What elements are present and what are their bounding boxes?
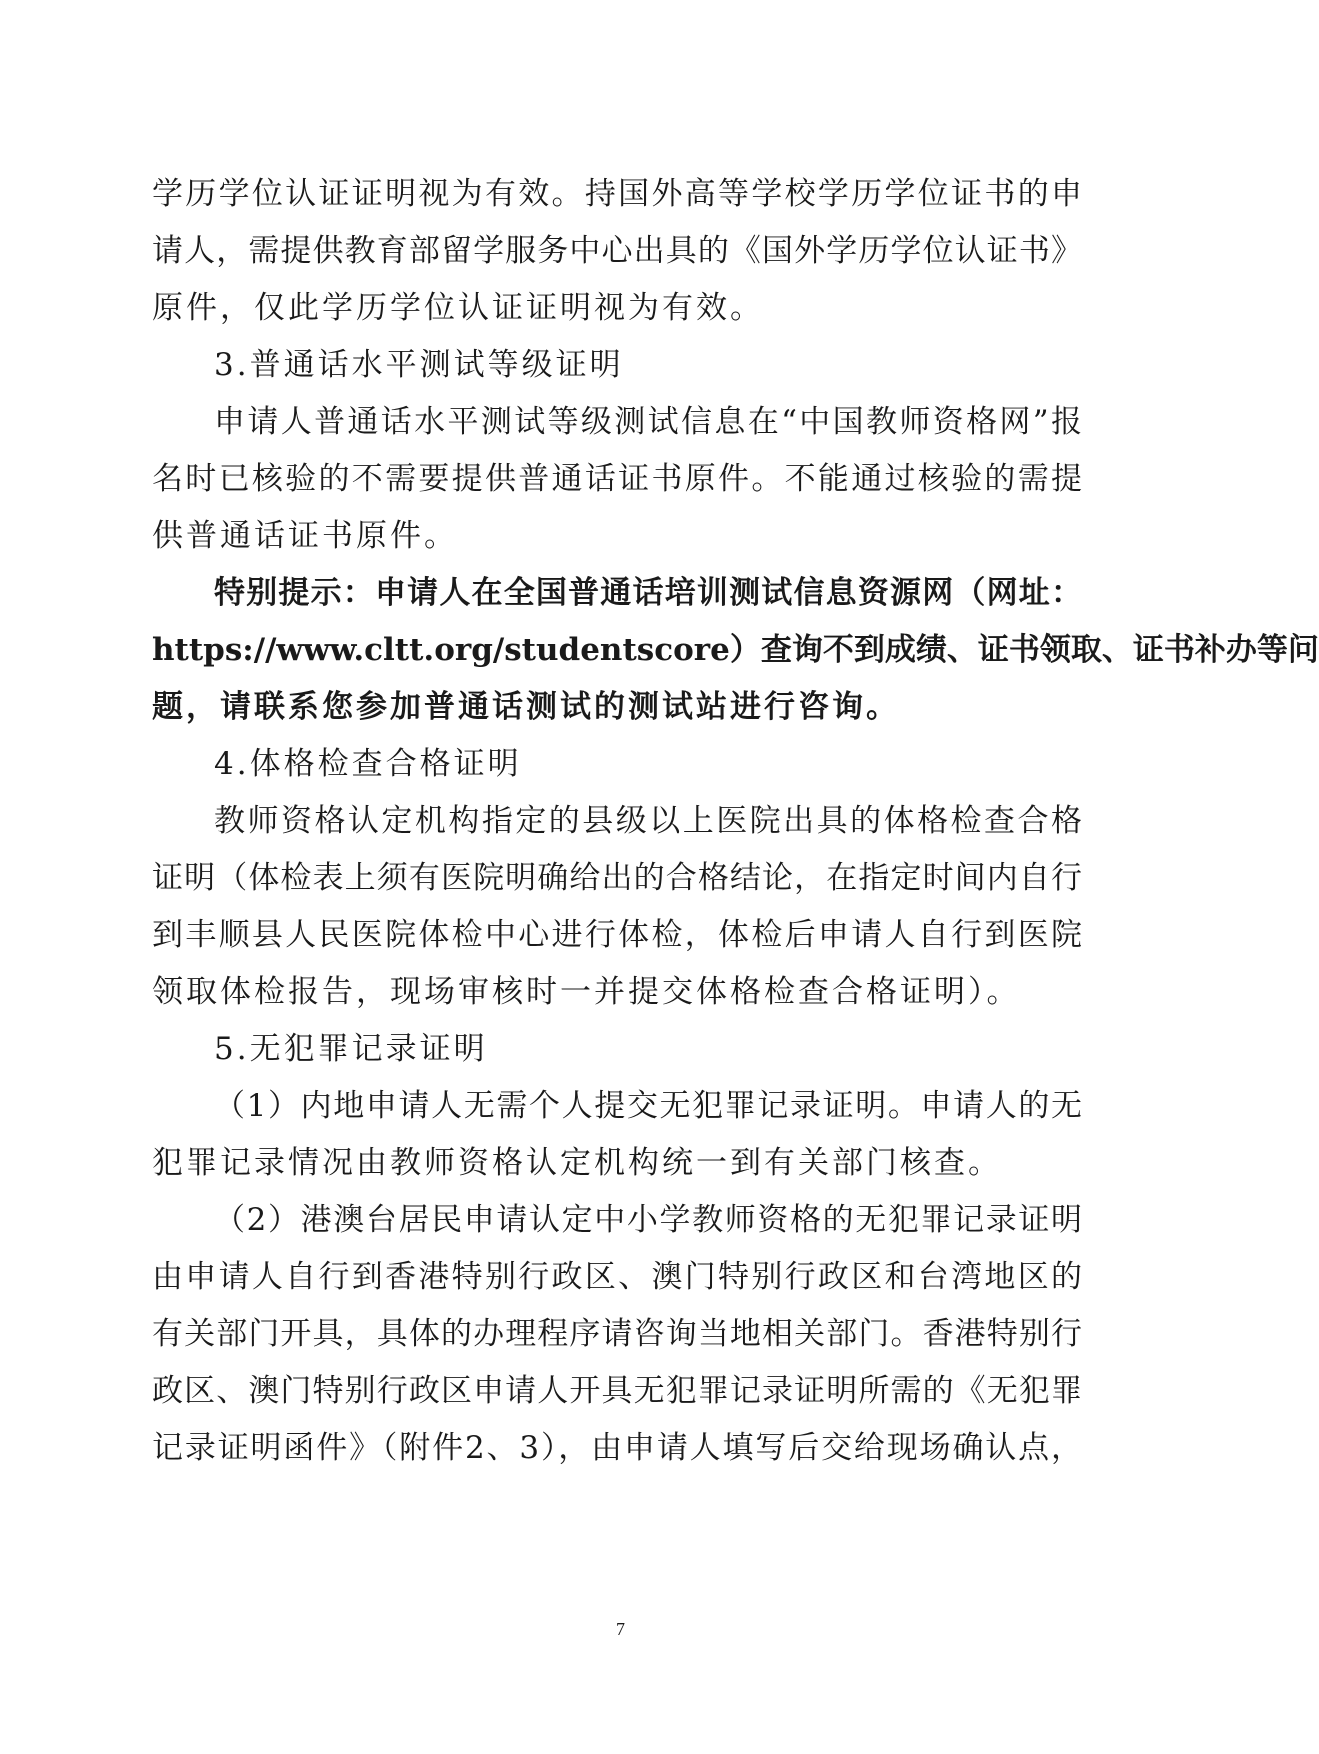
- special-notice-line: 题，请联系您参加普通话测试的测试站进行咨询。: [152, 689, 900, 725]
- page-number: 7: [616, 1619, 625, 1639]
- section-heading-5: 5.无犯罪记录证明: [214, 1031, 488, 1067]
- body-text-line: 申请人普通话水平测试等级测试信息在“中国教师资格网”报: [214, 404, 1082, 440]
- body-text-line: 记录证明函件》（附件2、3），由申请人填写后交给现场确认点，: [152, 1430, 1082, 1466]
- body-text-line: 请人，需提供教育部留学服务中心出具的《国外学历学位认证书》: [152, 233, 1082, 269]
- section-heading-4: 4.体格检查合格证明: [214, 746, 522, 782]
- body-text-line: 证明（体检表上须有医院明确给出的合格结论，在指定时间内自行: [152, 860, 1082, 896]
- body-text-line: 教师资格认定机构指定的县级以上医院出具的体格检查合格: [214, 803, 1082, 839]
- body-text-line: 名时已核验的不需要提供普通话证书原件。不能通过核验的需提: [152, 461, 1082, 497]
- body-text-line: 政区、澳门特别行政区申请人开具无犯罪记录证明所需的《无犯罪: [152, 1373, 1082, 1409]
- body-text-line: 学历学位认证证明视为有效。持国外高等学校学历学位证书的申: [152, 176, 1082, 212]
- special-notice-line: https://www.cltt.org/studentscore）查询不到成绩、证书领取、证书补办等问: [152, 632, 1319, 668]
- body-text-line: （2）港澳台居民申请认定中小学教师资格的无犯罪记录证明: [214, 1202, 1082, 1238]
- body-text-line: 领取体检报告，现场审核时一并提交体格检查合格证明）。: [152, 974, 1021, 1010]
- body-text-line: 犯罪记录情况由教师资格认定机构统一到有关部门核查。: [152, 1145, 1002, 1181]
- special-notice-line: 特别提示：申请人在全国普通话培训测试信息资源网（网址：: [214, 575, 1082, 611]
- body-text-line: 到丰顺县人民医院体检中心进行体检，体检后申请人自行到医院: [152, 917, 1082, 953]
- body-text-line: 原件，仅此学历学位认证证明视为有效。: [152, 290, 764, 326]
- section-heading-3: 3.普通话水平测试等级证明: [214, 347, 624, 383]
- body-text-line: （1）内地申请人无需个人提交无犯罪记录证明。申请人的无: [214, 1088, 1082, 1124]
- body-text-line: 由申请人自行到香港特别行政区、澳门特别行政区和台湾地区的: [152, 1259, 1082, 1295]
- body-text-line: 有关部门开具，具体的办理程序请咨询当地相关部门。香港特别行: [152, 1316, 1082, 1352]
- body-text-line: 供普通话证书原件。: [152, 518, 458, 554]
